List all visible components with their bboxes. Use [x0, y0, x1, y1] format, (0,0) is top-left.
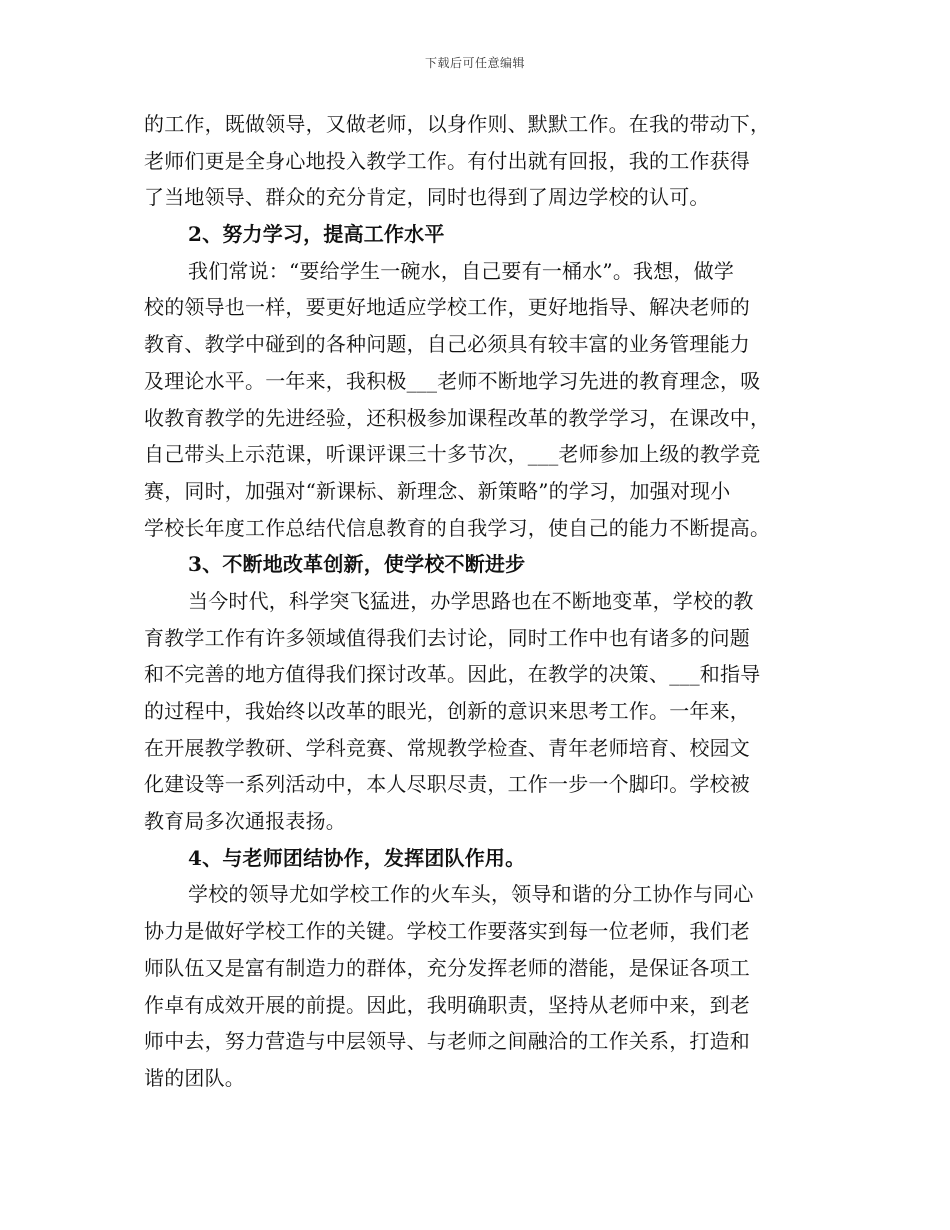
- section-heading: 2、努力学习，提高工作水平: [188, 222, 445, 247]
- paragraph-line: 教育局多次通报表扬。: [144, 809, 346, 834]
- paragraph-line: 作卓有成效开展的前提。因此，我明确职责，坚持从老师中来，到老: [144, 992, 750, 1017]
- paragraph-line: 师中去，努力营造与中层领导、与老师之间融洽的工作关系，打造和: [144, 1029, 750, 1054]
- paragraph-line: 收教育教学的先进经验，还积极参加课程改革的教学学习，在课改中，: [144, 405, 771, 430]
- paragraph-line: 当今时代，科学突飞猛进，办学思路也在不断地变革，学校的教: [188, 588, 754, 613]
- paragraph-line: 校的领导也一样，要更好地适应学校工作，更好地指导、解决老师的: [144, 295, 750, 320]
- paragraph-line: 育教学工作有许多领域值得我们去讨论，同时工作中也有诸多的问题: [144, 625, 750, 650]
- paragraph-line: 自己带头上示范课，听课评课三十多节次，___老师参加上级的教学竞: [144, 442, 761, 467]
- section-heading: 4、与老师团结协作，发挥团队作用。: [188, 845, 526, 870]
- paragraph-line: 老师们更是全身心地投入教学工作。有付出就有回报，我的工作获得: [144, 148, 750, 173]
- paragraph-line: 赛，同时，加强对“新课标、新理念、新策略”的学习，加强对现小: [144, 478, 731, 503]
- paragraph-line: 的工作，既做领导，又做老师，以身作则、默默工作。在我的带动下，: [144, 112, 771, 136]
- paragraph-line: 协力是做好学校工作的关键。学校工作要落实到每一位老师，我们老: [144, 919, 750, 944]
- paragraph-line: 学校长年度工作总结代信息教育的自我学习，使自己的能力不断提高。: [144, 515, 771, 540]
- paragraph-line: 师队伍又是富有制造力的群体，充分发挥老师的潜能，是保证各项工: [144, 955, 750, 980]
- paragraph-line: 教育、教学中碰到的各种问题，自己必须具有较丰富的业务管理能力: [144, 332, 750, 357]
- paragraph-line: 的过程中，我始终以改革的眼光，创新的意识来思考工作。一年来，: [144, 699, 750, 723]
- paragraph-line: 化建设等一系列活动中，本人尽职尽责，工作一步一个脚印。学校被: [144, 772, 750, 797]
- section-heading: 3、不断地改革创新，使学校不断进步: [188, 552, 526, 577]
- page-header: 下载后可任意编辑: [424, 56, 525, 70]
- paragraph-line: 学校的领导尤如学校工作的火车头，领导和谐的分工协作与同心: [188, 882, 754, 907]
- paragraph-line: 我们常说：“要给学生一碗水，自己要有一桶水”。我想，做学: [188, 258, 735, 283]
- document-body: [144, 106, 804, 1097]
- paragraph-line: 谐的团队。: [144, 1065, 245, 1090]
- paragraph-line: 及理论水平。一年来，我积极___老师不断地学习先进的教育理念，吸: [144, 368, 761, 393]
- paragraph-line: 和不完善的地方值得我们探讨改革。因此，在教学的决策、___和指导: [144, 662, 761, 687]
- paragraph-line: 了当地领导、群众的充分肯定，同时也得到了周边学校的认可。: [144, 185, 710, 210]
- paragraph-line: 在开展教学教研、学科竞赛、常规教学检查、青年老师培育、校园文: [144, 735, 750, 760]
